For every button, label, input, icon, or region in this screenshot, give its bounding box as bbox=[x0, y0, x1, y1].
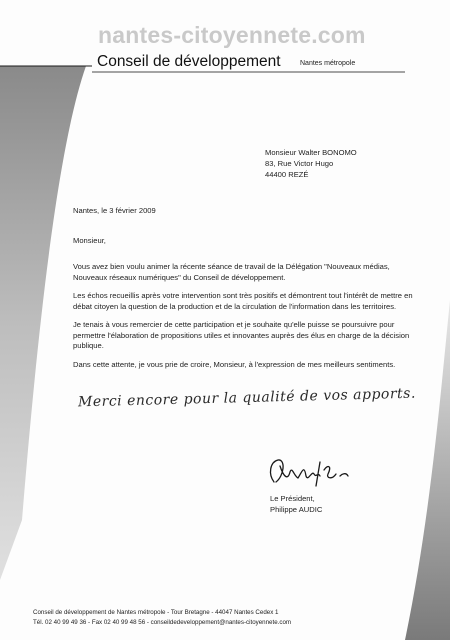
letter-body bbox=[73, 262, 413, 378]
recipient-name: Monsieur Walter BONOMO bbox=[265, 148, 357, 157]
salutation: Monsieur, bbox=[73, 236, 106, 245]
organization-subtitle: Nantes métropole bbox=[300, 60, 356, 67]
signer-block bbox=[270, 493, 322, 515]
body-paragraph: Dans cette attente, je vous prie de croire, Monsieur, à l'expression de mes meilleurs sentiments. bbox=[73, 359, 396, 369]
letter-date: Nantes, le 3 février 2009 bbox=[73, 206, 156, 215]
footer-contact: Tél. 02 40 99 49 36 - Fax 02 40 99 48 56 - conseildedeveloppement@nantes-citoyennete.com bbox=[33, 618, 292, 626]
footer bbox=[33, 608, 291, 627]
handwritten-note: Merci encore pour la qualité de vos apports. bbox=[77, 385, 417, 411]
website-heading: nantes-citoyennete.com bbox=[98, 22, 366, 48]
recipient-address bbox=[265, 147, 357, 180]
recipient-city: 44400 REZÉ bbox=[265, 170, 309, 179]
organization-title: Conseil de développement bbox=[97, 53, 281, 70]
footer-address: Conseil de développement de Nantes métropole - Tour Bretagne - 44047 Nantes Cedex 1 bbox=[33, 609, 279, 616]
signer-title: Le Président, bbox=[270, 494, 315, 503]
signature bbox=[262, 452, 362, 492]
body-paragraph: Vous avez bien voulu animer la récente séance de travail de la Délégation "Nouveaux médias, Nouveaux réseaux numériques" du Conseil de développement. bbox=[73, 262, 390, 282]
body-paragraph: Je tenais à vous remercier de cette participation et je souhaite qu'elle puisse se poursuivre pour permettre l'élaboration de propositions utiles et innovantes auprès des élus en charge de la décision publique. bbox=[73, 320, 410, 350]
body-paragraph: Les échos recueillis après votre intervention sont très positifs et démontrent tout l'intérêt de mettre en débat citoyen la question de la production et de la circulation de l'information dans les territoires. bbox=[73, 291, 413, 311]
recipient-street: 83, Rue Victor Hugo bbox=[265, 159, 334, 168]
signer-name: Philippe AUDIC bbox=[270, 505, 323, 514]
